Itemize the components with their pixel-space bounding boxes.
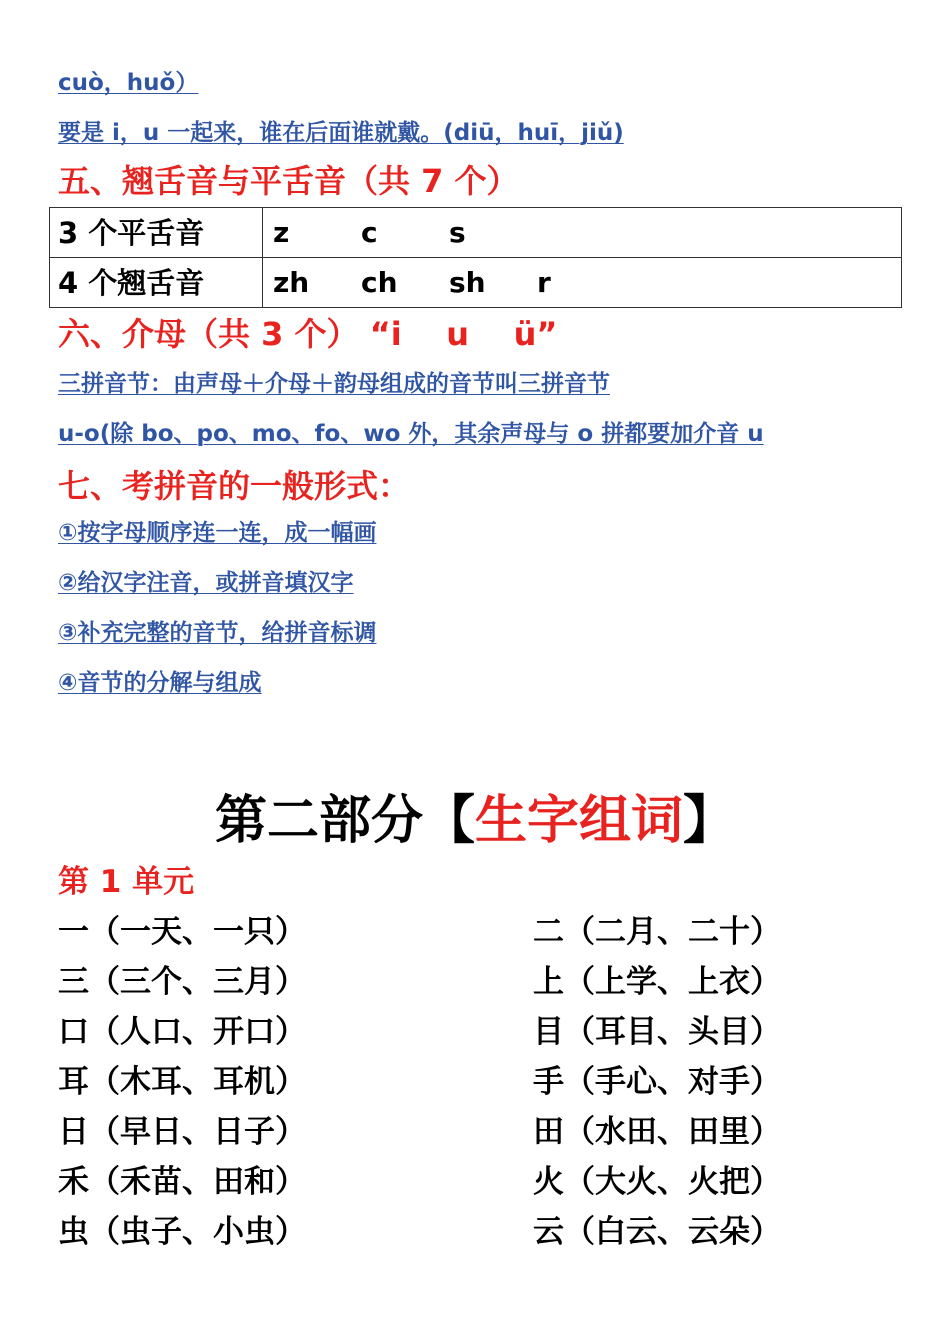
list-item: 虫（虫子、小虫） [58,1214,306,1250]
row-label: 3 个平舌音 [50,208,263,258]
initial-symbol: c [361,216,378,249]
list-item: 耳（木耳、耳机） [58,1064,306,1100]
initial-symbol: sh [449,266,486,299]
char-list-right [533,909,781,1259]
list-item: 一（一天、一只） [58,914,306,950]
section-5-heading: 五、翘舌音与平舌音（共 7 个） [58,162,519,200]
exam-form-item: ③补充完整的音节，给拼音标调 [58,620,377,646]
list-item: 口（人口、开口） [58,1014,306,1050]
row-values [263,208,902,258]
unit-1-heading: 第 1 单元 [58,864,195,900]
list-item: 三（三个、三月） [58,964,306,1000]
section-7-heading: 七、考拼音的一般形式： [58,467,411,505]
row-label: 4 个翘舌音 [50,258,263,308]
exam-form-item: ①按字母顺序连一连，成一幅画 [58,520,377,546]
exam-form-item: ④音节的分解与组成 [58,670,262,696]
list-item: 火（大火、火把） [533,1164,781,1200]
list-item: 手（手心、对手） [533,1064,781,1100]
initial-symbol: z [273,216,290,249]
char-list-left [58,909,306,1259]
title-prefix: 第二部分【 [214,791,475,851]
initial-symbol: ch [361,266,398,299]
list-item: 田（水田、田里） [533,1114,781,1150]
title-highlight: 生字组词 [474,791,683,851]
table-row [50,258,902,308]
rule-line-2: 要是 i，u 一起来，谁在后面谁就戴。(diū，huī，jiǔ) [58,120,624,146]
list-item: 二（二月、二十） [533,914,781,950]
medial-u-rule: u-o(除 bo、po、mo、fo、wo 外，其余声母与 o 拼都要加介音 u [58,421,764,447]
triple-syllable-definition: 三拼音节：由声母＋介母＋韵母组成的音节叫三拼音节 [58,371,610,397]
section-6-heading: 六、介母（共 3 个） “i u ü” [58,315,558,353]
list-item: 禾（禾苗、田和） [58,1164,306,1200]
initial-symbol: r [537,266,551,299]
part-2-title [0,783,950,859]
list-item: 上（上学、上衣） [533,964,781,1000]
rule-line-1: cuò，huǒ） [58,70,199,96]
list-item: 日（早日、日子） [58,1114,306,1150]
initial-symbol: zh [273,266,310,299]
table-row [50,208,902,258]
row-values [263,258,902,308]
list-item: 目（耳目、头目） [533,1014,781,1050]
list-item: 云（白云、云朵） [533,1214,781,1250]
tongue-sound-table [49,207,902,308]
initial-symbol: s [449,216,466,249]
exam-form-item: ②给汉字注音，或拼音填汉字 [58,570,354,596]
title-suffix: 】 [683,791,736,851]
